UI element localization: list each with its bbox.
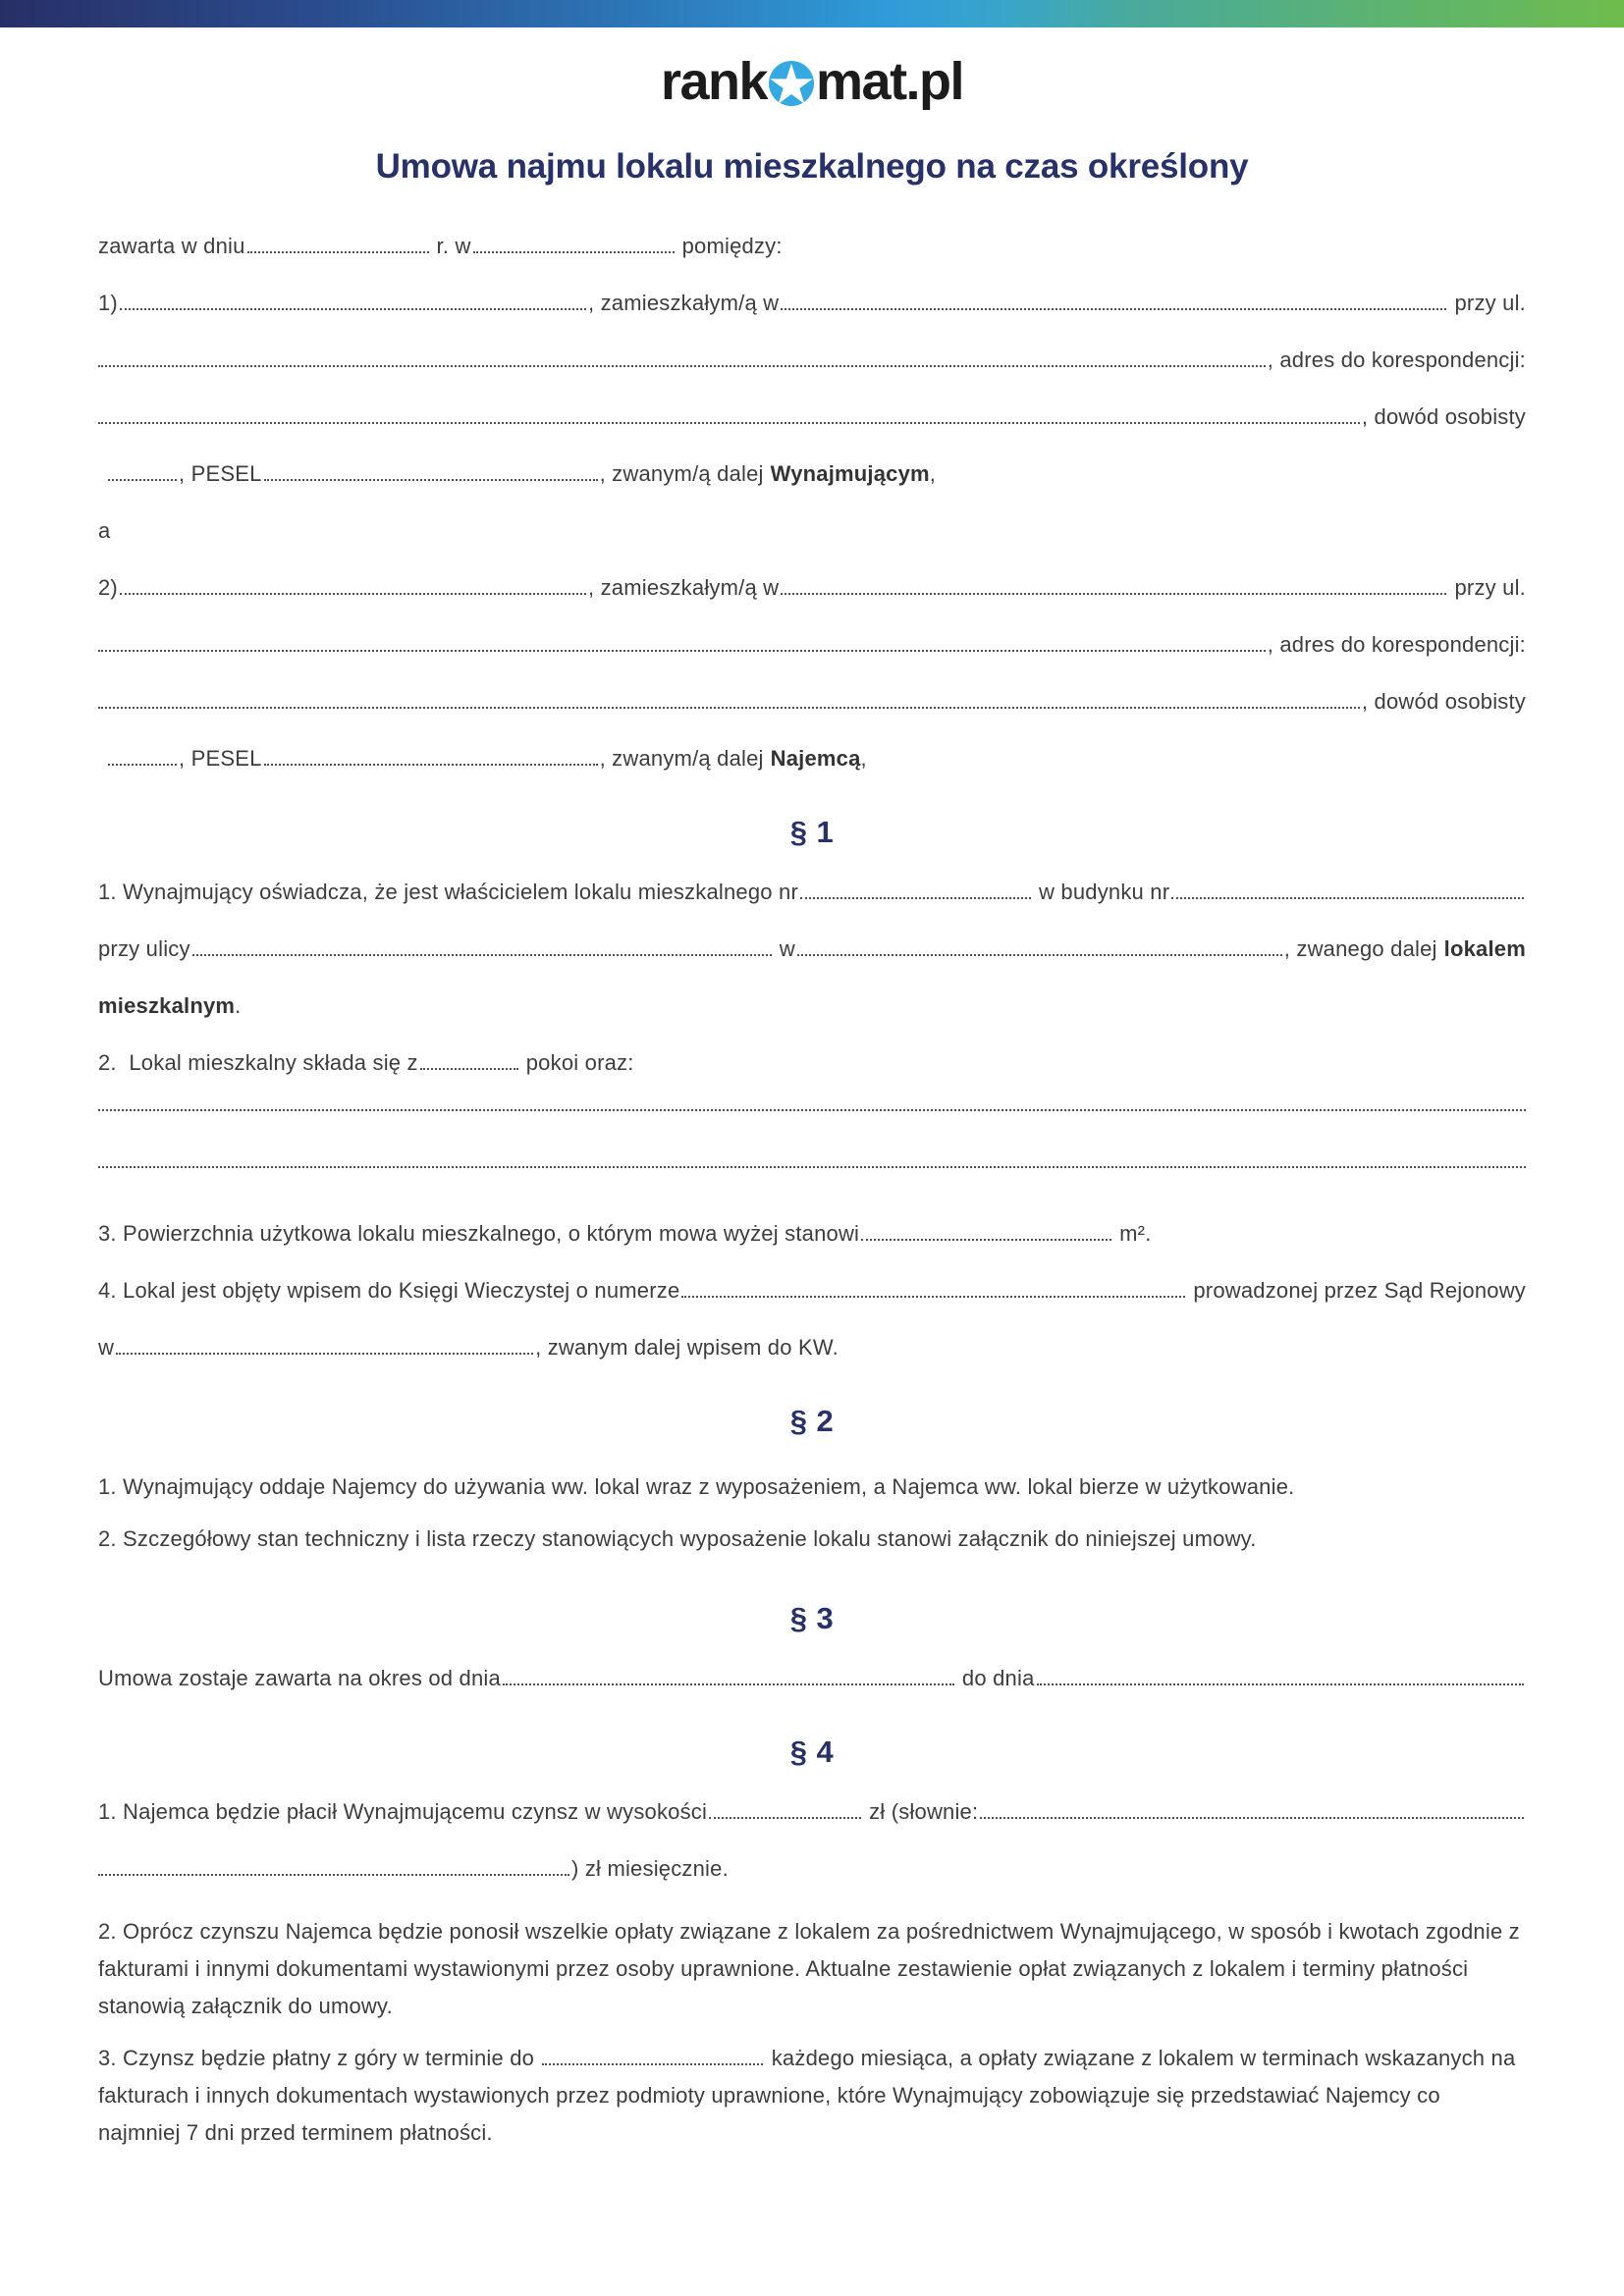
fill-blank-pesel xyxy=(264,762,598,766)
s2-item1: 1. Wynajmujący oddaje Najemcy do używania ww. lokal wraz z wyposażeniem, a Najemca ww. lokal bierze w użytkowanie. xyxy=(98,1474,1295,1499)
text-segment: , adres do korespondencji: xyxy=(1267,632,1526,657)
logo-text-prefix: rank xyxy=(660,52,768,111)
s1-item4-line2 xyxy=(98,1335,1526,1361)
text-segment: , dowód osobisty xyxy=(1361,404,1526,429)
fill-blank-address xyxy=(98,705,1360,709)
text-segment: 2) xyxy=(98,575,118,600)
conjunction-line xyxy=(98,518,1526,544)
fill-blank-id-number xyxy=(108,477,177,481)
text-segment: zawarta w dniu xyxy=(98,234,245,258)
party2-role-label: Najemcą xyxy=(770,746,861,771)
text-segment: 4. Lokal jest objęty wpisem do Księgi Wieczystej o numerze xyxy=(98,1278,680,1303)
fill-blank-street xyxy=(98,363,1266,367)
text-segment: do dnia xyxy=(961,1666,1035,1690)
fill-blank-city xyxy=(797,952,1282,956)
document-title: Umowa najmu lokalu mieszkalnego na czas określony xyxy=(375,147,1249,186)
s1-item2-line xyxy=(98,1050,1526,1076)
text-segment: zł (słownie: xyxy=(869,1799,979,1824)
fill-blank-rent-amount xyxy=(709,1815,861,1819)
fill-blank-city xyxy=(781,306,1446,310)
text-segment: , zwanego dalej xyxy=(1283,936,1437,961)
s1-item4-line1 xyxy=(98,1278,1526,1304)
text-segment: przy ul. xyxy=(1454,291,1526,315)
text-segment: prowadzonej przez Sąd Rejonowy xyxy=(1193,1278,1526,1303)
logo-text-suffix: mat.pl xyxy=(816,52,964,111)
fill-blank-city xyxy=(473,249,675,253)
fill-blank-id-number xyxy=(108,762,177,766)
s4-item1-line2 xyxy=(98,1856,1526,1882)
fill-blank-date xyxy=(247,249,429,253)
text-segment: 1) xyxy=(98,291,118,315)
fill-blank-rent-words xyxy=(98,1872,569,1876)
text-segment: 1. Wynajmujący oświadcza, że jest właścicielem lokalu mieszkalnego nr xyxy=(98,880,798,904)
fill-blank-rent-words xyxy=(980,1815,1524,1819)
section-2-heading: § 2 xyxy=(789,1404,835,1438)
fill-blank-street xyxy=(192,952,772,956)
section-3-heading: § 3 xyxy=(789,1601,835,1635)
text-segment: wskazanych na fakturach i innych dokumentach wystawionych przez podmioty uprawnione, które Wynajmujący zobowiązuje się przedstawiać Najemcy co najmniej 7 dni przed terminem płatności. xyxy=(98,2046,1516,2145)
text-segment: pokoi oraz: xyxy=(525,1050,634,1075)
s1-item1-line2 xyxy=(98,936,1526,962)
party2-name-line xyxy=(98,575,1526,601)
text-segment: , dowód osobisty xyxy=(1361,689,1526,714)
contract-body xyxy=(0,234,1624,2152)
fill-blank-room-count xyxy=(420,1066,518,1070)
intro-line-date xyxy=(98,234,1526,259)
s4-item1-line1 xyxy=(98,1799,1526,1825)
s1-item3-line xyxy=(98,1221,1526,1247)
fill-blank-city xyxy=(781,591,1446,595)
fill-blank-end-date xyxy=(1037,1682,1525,1685)
text-segment: , PESEL xyxy=(179,746,262,771)
text-segment: w budynku nr xyxy=(1039,880,1170,904)
s4-item2: 2. Oprócz czynszu Najemca będzie ponosił wszelkie opłaty związane z lokalem za pośrednictwem Wynajmującego, w sposób i kwotach zgodnie z fakturami i innymi dokumentami wystawionymi przez osoby uprawnione. Aktualne zestawienie opłat związanych z lokalem i terminy płatności stanowią załącznik do umowy. xyxy=(98,1919,1520,2018)
text-segment: Umowa zostaje zawarta na okres od dnia xyxy=(98,1666,501,1690)
text-segment: , zamieszkałym/ą w xyxy=(587,291,780,315)
text-segment: przy ulicy xyxy=(98,936,190,961)
text-segment: , zamieszkałym/ą w xyxy=(587,575,780,600)
dotted-line-1 xyxy=(98,1107,1526,1133)
fill-blank-street xyxy=(98,648,1266,652)
text-segment: 3. Czynsz będzie płatny z góry w terminie do xyxy=(98,2046,535,2070)
party1-name-line xyxy=(98,291,1526,316)
fill-blank-apartment-number xyxy=(800,895,1031,899)
star-circle-icon xyxy=(769,61,814,106)
text-segment: 1. Najemca będzie płacił Wynajmującemu czynsz w wysokości xyxy=(98,1799,708,1824)
fill-blank-rooms-list xyxy=(98,1107,1526,1111)
text-segment: , zwanym/ą dalej xyxy=(599,461,764,486)
party1-pesel-line xyxy=(108,461,1526,487)
text-segment: pomiędzy: xyxy=(681,234,783,258)
text-segment: przy ul. xyxy=(1454,575,1526,600)
section-1-heading: § 1 xyxy=(789,815,835,849)
text-segment: w xyxy=(779,936,795,961)
text-segment: . xyxy=(235,993,242,1018)
s3-item1-line xyxy=(98,1666,1526,1691)
party1-address-line xyxy=(98,347,1526,373)
text-segment: m². xyxy=(1119,1221,1152,1246)
text-segment: , adres do korespondencji: xyxy=(1267,347,1526,372)
fill-blank-payment-day xyxy=(542,2061,763,2065)
party2-correspondence-line xyxy=(98,689,1526,715)
party2-address-line xyxy=(98,632,1526,658)
defined-term: lokalem xyxy=(1443,936,1526,961)
text-segment: , zwanym/ą dalej xyxy=(599,746,764,771)
text-segment: , zwanym dalej wpisem do KW. xyxy=(535,1335,839,1360)
text-segment: każdego miesiąca, a opłaty związane z lokalem w terminach xyxy=(771,2046,1360,2070)
text-segment: , xyxy=(860,746,867,771)
fill-blank-rooms-list xyxy=(98,1164,1526,1168)
text-segment: w xyxy=(98,1335,115,1360)
s4-item3 xyxy=(98,2040,1526,2152)
fill-blank-name xyxy=(120,306,586,310)
party2-pesel-line xyxy=(108,746,1526,772)
defined-term: mieszkalnym xyxy=(98,993,236,1018)
text-segment: , xyxy=(929,461,937,486)
fill-blank-start-date xyxy=(503,1682,954,1685)
dotted-line-2 xyxy=(98,1164,1526,1190)
s1-item1-line3 xyxy=(98,993,1526,1019)
text-segment: , PESEL xyxy=(179,461,262,486)
s2-item2: 2. Szczegółowy stan techniczny i lista rzeczy stanowiących wyposażenie lokalu stanowi załącznik do niniejszej umowy. xyxy=(98,1526,1257,1551)
rankomat-logo xyxy=(0,51,1624,112)
text-segment: a xyxy=(98,518,111,543)
gradient-topbar xyxy=(0,0,1624,27)
fill-blank-kw-number xyxy=(681,1294,1185,1298)
text-segment: 3. Powierzchnia użytkowa lokalu mieszkalnego, o którym mowa wyżej stanowi xyxy=(98,1221,860,1246)
s1-item1-line1 xyxy=(98,880,1526,905)
fill-blank-area xyxy=(861,1237,1111,1241)
fill-blank-pesel xyxy=(264,477,598,481)
text-segment: ) zł miesięcznie. xyxy=(571,1856,729,1881)
section-4-heading: § 4 xyxy=(789,1735,835,1769)
party1-role-label: Wynajmującym xyxy=(770,461,930,486)
fill-blank-name xyxy=(120,591,586,595)
fill-blank-building-number xyxy=(1171,895,1524,899)
text-segment: r. w xyxy=(436,234,471,258)
fill-blank-court-city xyxy=(116,1351,533,1355)
fill-blank-address xyxy=(98,420,1360,424)
text-segment: 2. Lokal mieszkalny składa się z xyxy=(98,1050,418,1075)
party1-correspondence-line xyxy=(98,404,1526,430)
